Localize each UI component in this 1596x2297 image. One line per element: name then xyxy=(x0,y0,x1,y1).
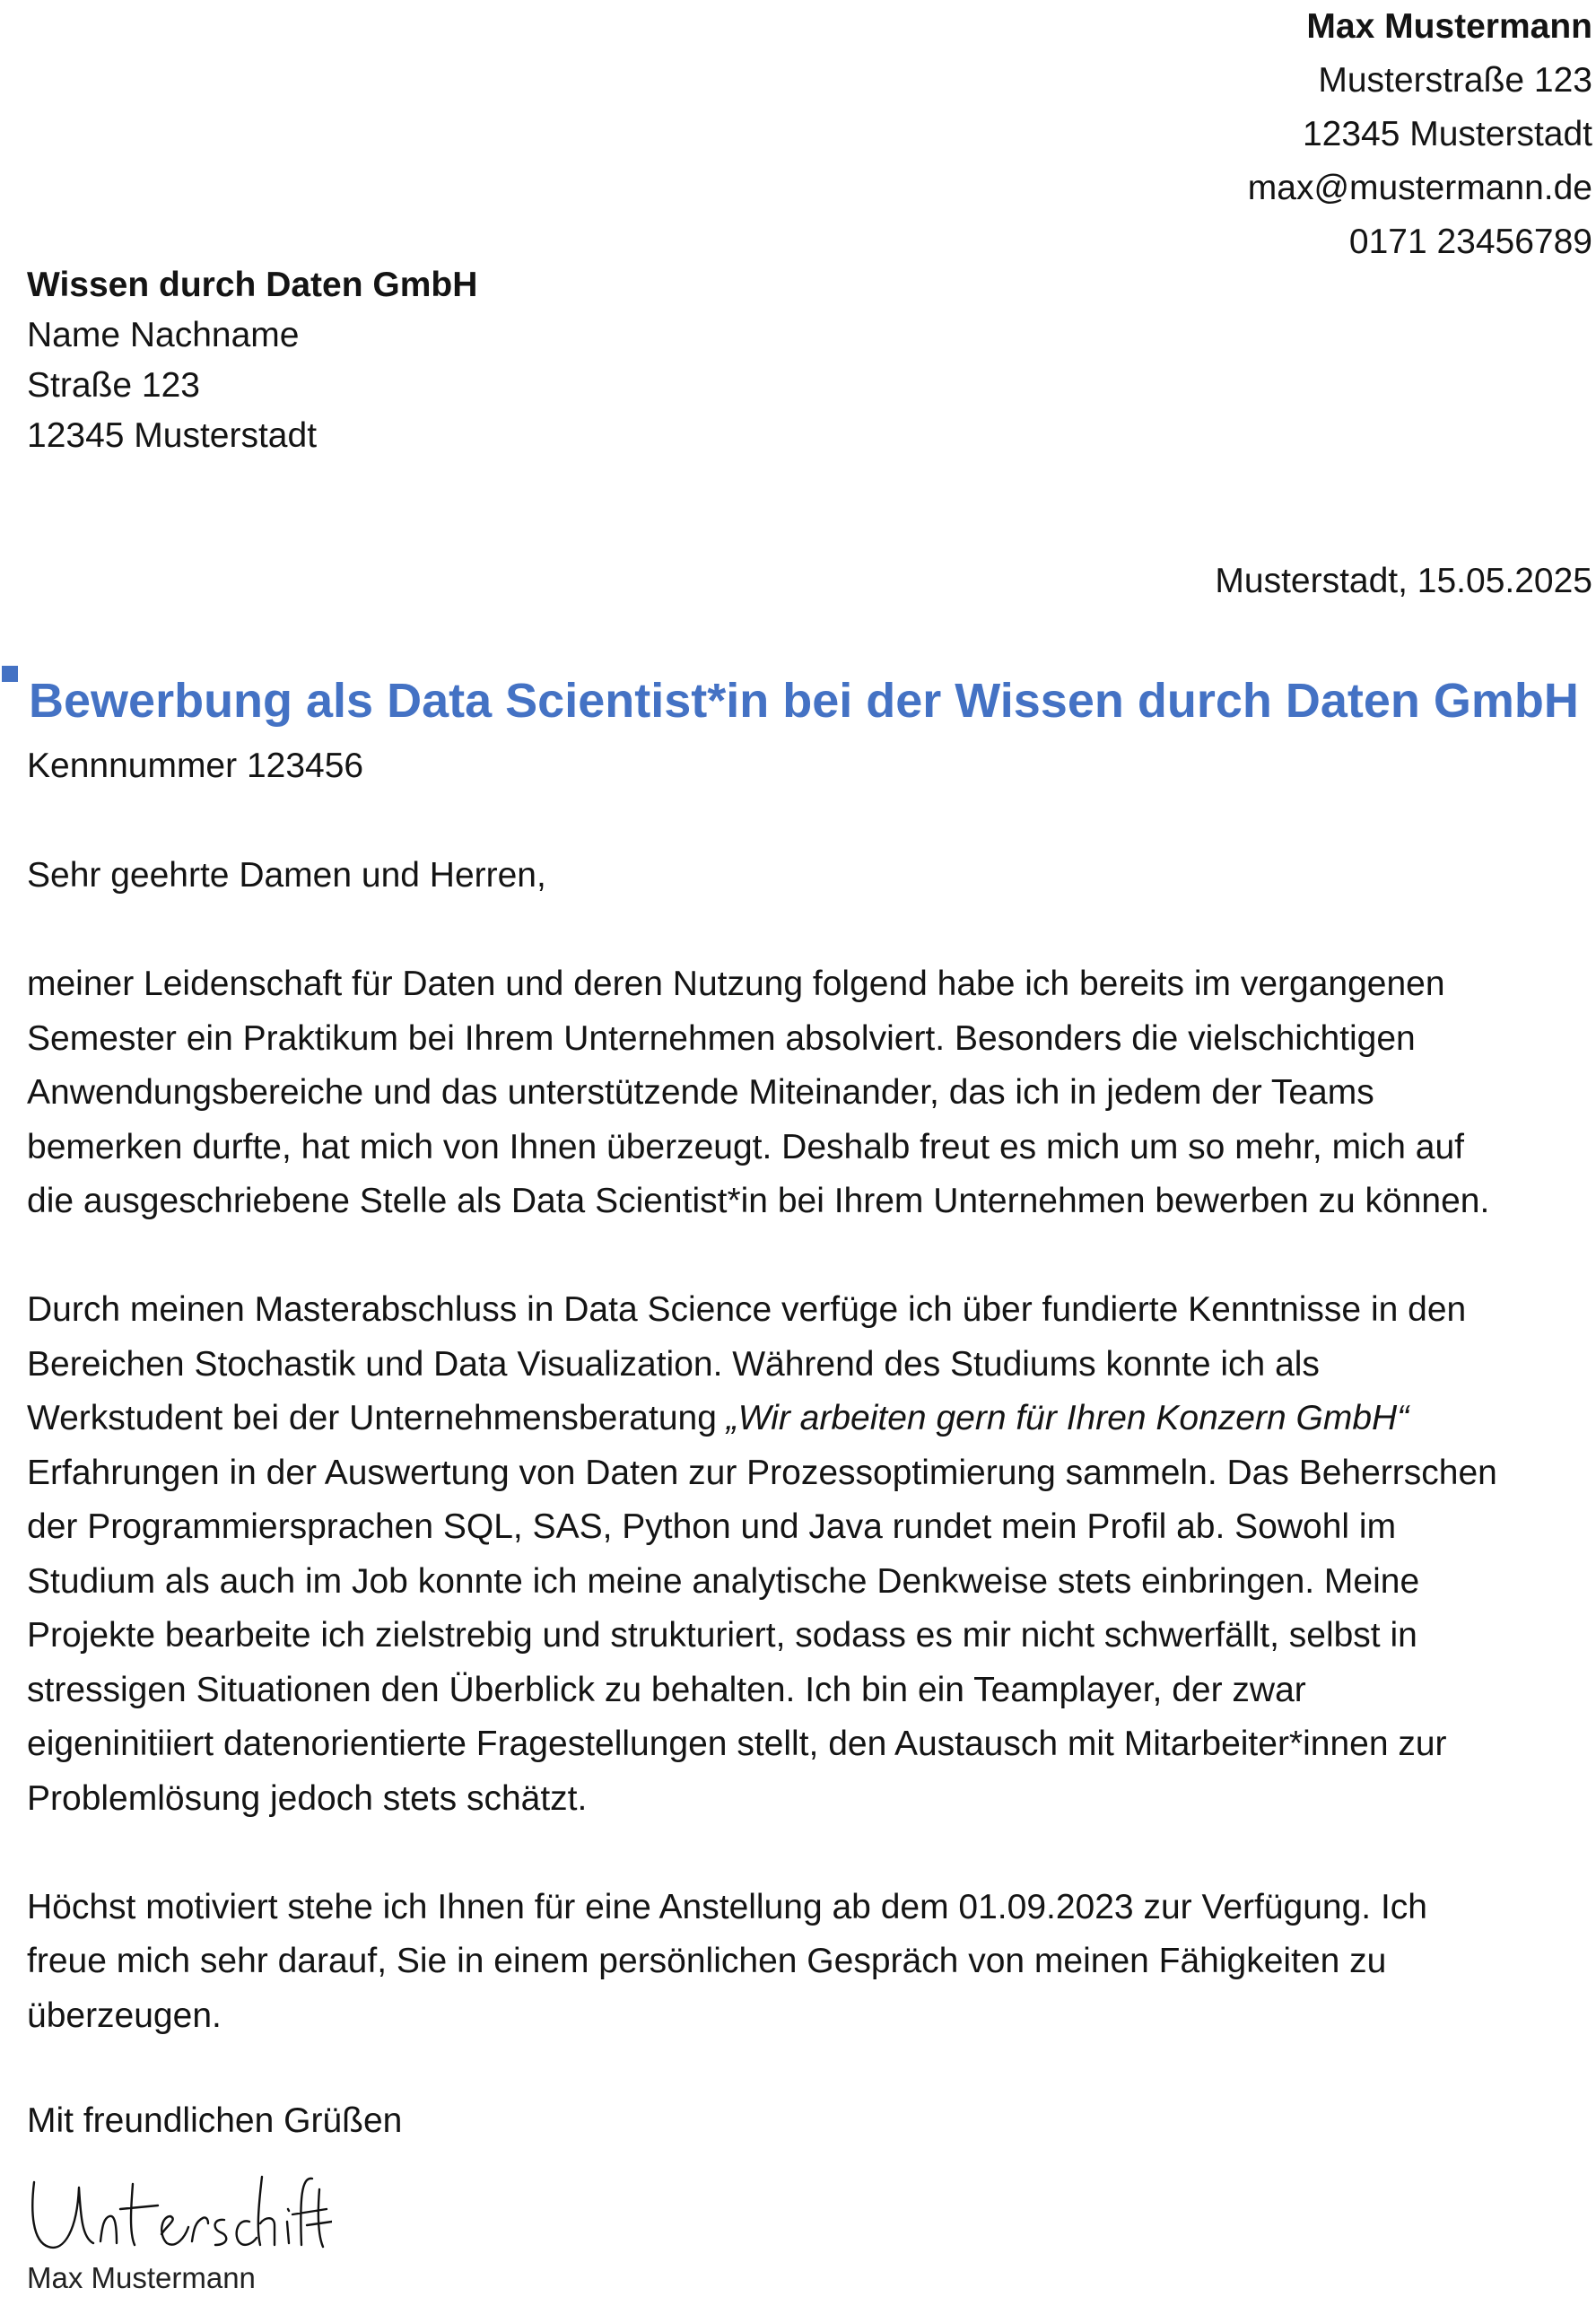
recipient-contact: Name Nachname xyxy=(27,316,300,354)
text-line: meiner Leidenschaft für Daten und deren Nutzung folgend habe ich bereits im vergangenen xyxy=(27,965,1445,1003)
sender-name: Max Mustermann xyxy=(1306,7,1592,46)
text-line xyxy=(27,1392,1592,1446)
text-line: Höchst motiviert stehe ich Ihnen für eine Anstellung ab dem 01.09.2023 zur Verfügung. Ich xyxy=(27,1887,1427,1926)
recipient-address xyxy=(27,260,477,461)
paragraph-2 xyxy=(27,1283,1592,1826)
recipient-city: 12345 Musterstadt xyxy=(27,416,318,455)
text-line: Projekte bearbeite ich zielstrebig und strukturiert, sodass es mir nicht schwerfällt, selbst in xyxy=(27,1616,1417,1655)
text-line: Studium als auch im Job konnte ich meine analytische Denkweise stets einbringen. Meine xyxy=(27,1561,1420,1601)
handwritten-signature xyxy=(27,2162,332,2261)
text-line: Semester ein Praktikum bei Ihrem Unternehmen absolviert. Besonders die vielschichtigen xyxy=(27,1018,1416,1058)
text-line: bemerken durfte, hat mich von Ihnen überzeugt. Deshalb freut es mich um so mehr, mich auf xyxy=(27,1127,1464,1166)
signature-name: Max Mustermann xyxy=(27,2261,256,2294)
subject-heading: Bewerbung als Data Scientist*in bei der Wissen durch Daten GmbH xyxy=(29,674,1579,728)
paragraph-3 xyxy=(27,1881,1592,2044)
text-line: der Programmiersprachen SQL, SAS, Python und Java rundet mein Profil ab. Sowohl im xyxy=(27,1507,1397,1546)
text-line: Bereichen Stochastik und Data Visualization. Während des Studiums konnte ich als xyxy=(27,1344,1320,1384)
recipient-company: Wissen durch Daten GmbH xyxy=(27,266,478,304)
sender-street: Musterstraße 123 xyxy=(1318,61,1592,100)
date-line: Musterstadt, 15.05.2025 xyxy=(1215,562,1592,600)
sender-email: max@mustermann.de xyxy=(1247,169,1592,207)
text-line: überzeugen. xyxy=(27,1996,222,2035)
company-name-italic: „Wir arbeiten gern für Ihren Konzern GmbH“ xyxy=(726,1399,1409,1437)
text-line: Anwendungsbereiche und das unterstützende Miteinander, das ich in jedem der Teams xyxy=(27,1073,1374,1112)
text-fragment: Werkstudent bei der Unternehmensberatung xyxy=(27,1399,727,1437)
text-line: eigeninitiiert datenorientierte Fragestellungen stellt, den Austausch mit Mitarbeiter*innen zur xyxy=(27,1725,1447,1763)
sender-phone: 0171 23456789 xyxy=(1348,223,1592,261)
text-line: Problemlösung jedoch stets schätzt. xyxy=(27,1778,588,1818)
heading-marker xyxy=(2,666,18,682)
reference-number: Kennnummer 123456 xyxy=(27,747,364,785)
letter-body xyxy=(27,849,1592,2098)
text-line: Erfahrungen in der Auswertung von Daten zur Prozessoptimierung sammeln. Das Beherrschen xyxy=(27,1453,1497,1492)
text-line: stressigen Situationen den Überblick zu behalten. Ich bin ein Teamplayer, der zwar xyxy=(27,1670,1306,1709)
text-line: Durch meinen Masterabschluss in Data Science verfüge ich über fundierte Kenntnisse in den xyxy=(27,1290,1467,1329)
sender-address xyxy=(1248,0,1592,269)
closing-phrase: Mit freundlichen Grüßen xyxy=(27,2101,403,2140)
text-line: die ausgeschriebene Stelle als Data Scientist*in bei Ihrem Unternehmen bewerben zu können. xyxy=(27,1182,1490,1220)
paragraph-1 xyxy=(27,957,1592,1229)
recipient-street: Straße 123 xyxy=(27,366,200,405)
salutation: Sehr geehrte Damen und Herren, xyxy=(27,856,546,895)
sender-city: 12345 Musterstadt xyxy=(1302,115,1592,153)
text-line: freue mich sehr darauf, Sie in einem persönlichen Gespräch von meinen Fähigkeiten zu xyxy=(27,1942,1387,1980)
